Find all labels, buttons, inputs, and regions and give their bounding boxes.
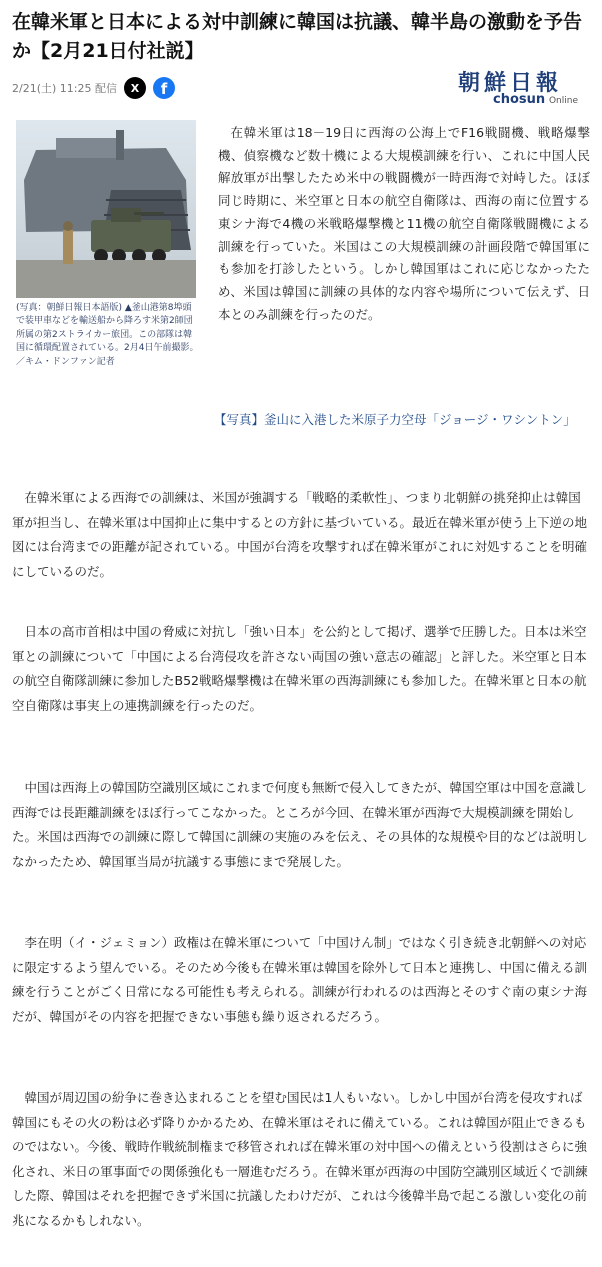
article-meta — [12, 74, 175, 102]
article-paragraph: 韓国が周辺国の紛争に巻き込まれることを望む国民は1人もいない。しかし中国が台湾を侵攻すれば韓国にもその火の粉は必ず降りかかるため、在韓米軍はそれに備えている。これは韓国が阻止できるものではない。今後、戦時作戦統制権まで移管されれば在韓米軍の対中国への備えという役割はさらに強化され、米日の軍事面での関係強化も一層進むだろう。在韓米軍が西海の中国防空識別区域近くで訓練した際、韓国はそれを把握できず米国に抗議したわけだが、これは今後韓半島で起こる激しい変化の前兆になるかもしれない。 — [12, 1090, 588, 1228]
article-paragraph: 在韓米軍による西海での訓練は、米国が強調する「戦略的柔軟性」、つまり北朝鮮の挑発抑止は韓国軍が担当し、在韓米軍は中国抑止に集中するとの方針に基づいている。最近在韓米軍が使う上下逆の地図には台湾までの距離が記されている。中国が台湾を攻撃すれば在韓米軍がこれに対処することを明確にしているのだ。 — [12, 490, 588, 579]
article-paragraph: 李在明（イ・ジェミョン）政権は在韓米軍について「中国けん制」ではなく引き続き北朝鮮への対応に限定するよう望んでいる。そのため今後も在韓米軍は韓国を除外して日本と連携し、中国に備える訓練を行うことがごく日常になる可能性も考えられる。訓練が行われるのは西海とそのすぐ南の東シナ海だが、韓国がその内容を把握できない事態も繰り返されるだろう。 — [12, 935, 588, 1024]
article-lead: 在韓米軍は18－19日に西海の公海上でF16戦闘機、戦略爆撃機、偵察機など数十機による大規模訓練を行い、これに中国人民解放軍が出撃したため米中の戦闘機が一時西海で対峙した。ほぼ同じ時期に、米空軍と日本の航空自衛隊は、西海の南に位置する東シナ海で4機の米戦略爆撃機と11機の航空自衛隊戦闘機による訓練を行っていた。米国はこの大規模訓練の計画段階で韓国軍にも参加を打診したという。しかし韓国軍はこれに応じなかったため、米国は韓国に訓練の具体的な内容や場所について伝えず、日本とのみ訓練を行ったのだ。 — [218, 125, 590, 322]
article-headline: 在韓米軍と日本による対中訓練に韓国は抗議、韓半島の激動を予告か【2月21日付社説】 — [12, 11, 583, 62]
article-paragraph: 中国は西海上の韓国防空識別区域にこれまで何度も無断で侵入してきたが、韓国空軍は中国を意識し西海では長距離訓練をほぼ行ってこなかった。ところが今回、在韓米軍が西海で大規模訓練を開始した。米国は西海での訓練に際して韓国に訓練の実施のみを伝え、その具体的な規模や目的などは説明しなかったため、韓国軍当局が抗議する事態にまで発展した。 — [12, 780, 588, 869]
logo-jp-text: 朝鮮日報 — [458, 70, 563, 96]
logo-en-sub: Online — [548, 96, 578, 106]
publisher-logo[interactable] — [450, 66, 578, 110]
related-photo-link[interactable]: 【写真】釜山に入港した米原子力空母「ジョージ・ワシントン」 — [214, 412, 576, 427]
logo-en-text — [493, 92, 578, 107]
publish-date: 2/21(土) 11:25 配信 — [12, 82, 117, 95]
article-paragraph: 日本の高市首相は中国の脅威に対抗し「強い日本」を公約として掲げ、選挙で圧勝した。日本は米空軍との訓練について「中国による台湾侵攻を許さない両国の強い意志の確認」と評した。米空軍と日本の航空自衛隊訓練に参加したB52戦略爆撃機は在韓米軍の西海訓練にも参加した。在韓米軍と日本の航空自衛隊は事実上の連携訓練を行ったのだ。 — [12, 624, 587, 713]
share-x-button[interactable]: X — [124, 77, 146, 99]
photo-image — [16, 120, 196, 298]
photo-caption: (写真：朝鮮日報日本語版) ▲釜山港第8埠頭で装甲車などを輸送船から降ろす米第2師団所属の第2ストライカー旅団。この部隊は韓国に循環配置されている。2月4日午前撮影。／キム・ドンファン記者 — [16, 303, 199, 367]
article-photo[interactable] — [16, 120, 196, 298]
logo-en-main: chosun — [493, 92, 546, 107]
share-facebook-button[interactable]: f — [153, 77, 175, 99]
